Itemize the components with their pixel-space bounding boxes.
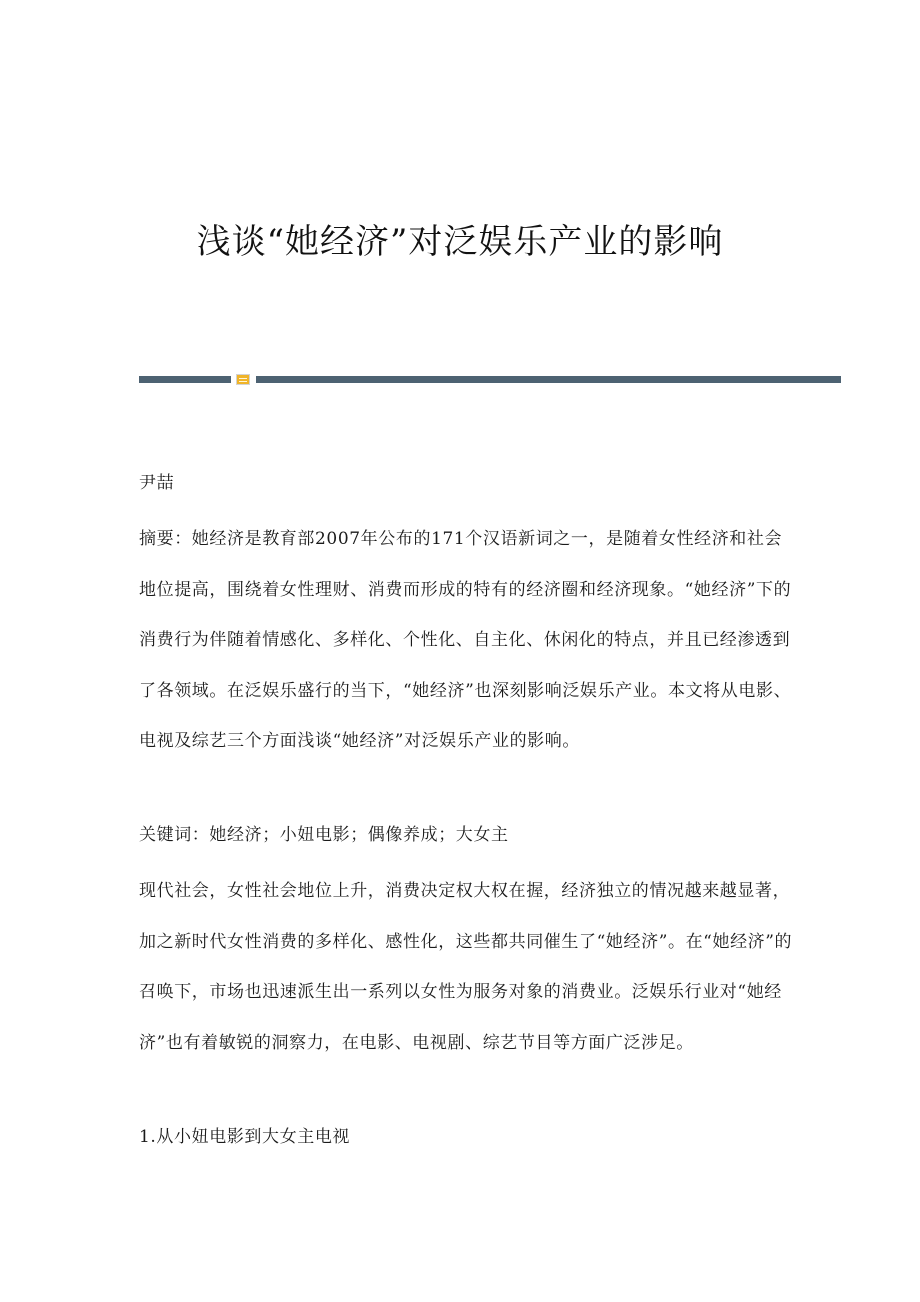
author-name: 尹喆: [139, 473, 175, 493]
title-divider: [139, 373, 841, 385]
divider-ornament-icon: [236, 374, 250, 385]
divider-bar-right: [256, 376, 841, 383]
divider-bar-left: [139, 376, 231, 383]
abstract-paragraph: 摘要：她经济是教育部2007年公布的171个汉语新词之一，是随着女性经济和社会地位提高，围绕着女性理财、消费而形成的特有的经济圈和经济现象。“她经济”下的消费行为伴随着情感化、多样化、个性化、自主化、休闲化的特点，并且已经渗透到了各领域。在泛娱乐盛行的当下，“她经济”也深刻影响泛娱乐产业。本文将从电影、电视及综艺三个方面浅谈“她经济”对泛娱乐产业的影响。: [139, 529, 792, 751]
document-title: 浅谈“她经济”对泛娱乐产业的影响: [196, 222, 724, 262]
section-heading: 1.从小妞电影到大女主电视: [139, 1127, 351, 1147]
keywords-line: 关键词：她经济；小妞电影；偶像养成；大女主: [139, 825, 509, 845]
body-paragraph: 现代社会，女性社会地位上升，消费决定权大权在握，经济独立的情况越来越显著，加之新时代女性消费的多样化、感性化，这些都共同催生了“她经济”。在“她经济”的召唤下，市场也迅速派生出一系列以女性为服务对象的消费业。泛娱乐行业对“她经济”也有着敏锐的洞察力，在电影、电视剧、综艺节目等方面广泛涉足。: [139, 881, 793, 1053]
